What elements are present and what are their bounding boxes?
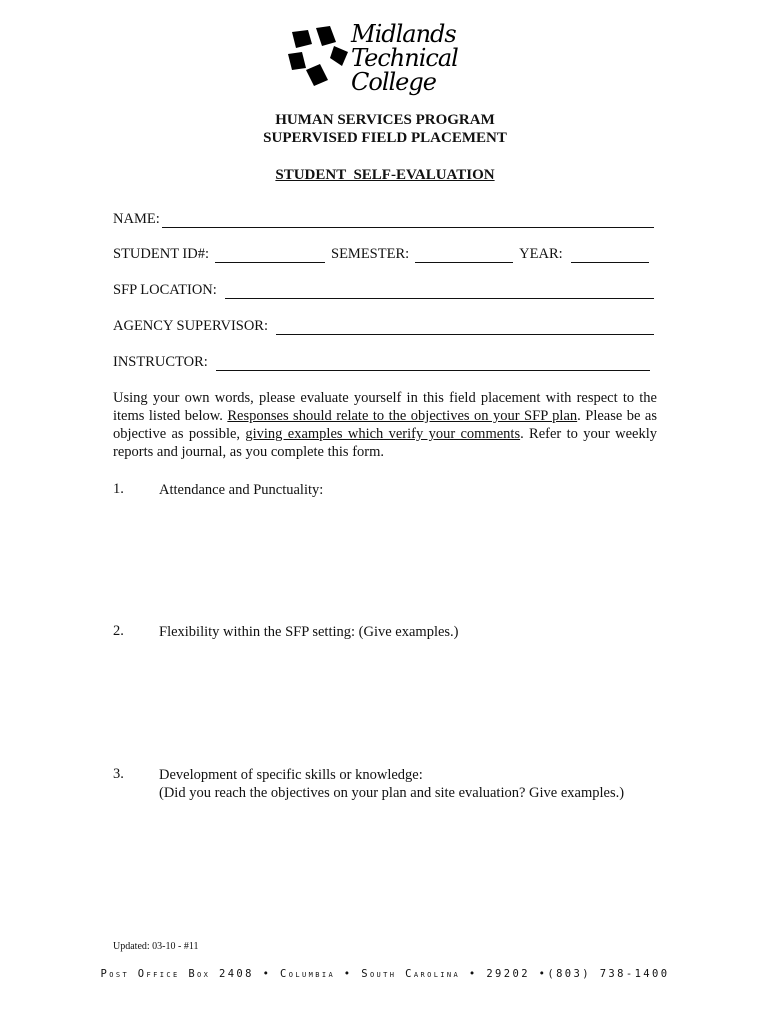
instructor-label: INSTRUCTOR: [113,354,208,370]
logo-text-midlands: Midlands [351,20,456,48]
instructions-text-1: Using your own words, please evaluate yourself in this field placement with respect to the items listed below. [113,390,657,424]
supervisor-field[interactable] [276,320,654,335]
instructions-paragraph [113,389,657,461]
logo-text-technical: Technical [351,44,458,72]
id-semester-year-row [113,246,649,263]
item-1-text: Attendance and Punctuality: [159,482,324,498]
instructor-row [113,354,650,371]
placement-heading: SUPERVISED FIELD PLACEMENT [263,130,507,146]
name-row [113,211,654,228]
item-3-text: Development of specific skills or knowledge: [159,767,423,783]
item-3-subtext: (Did you reach the objectives on your plan and site evaluation? Give examples.) [159,785,625,801]
item-2-text: Flexibility within the SFP setting: (Give examples.) [159,624,459,640]
item-3-number: 3. [113,766,124,782]
instructor-field[interactable] [216,356,650,371]
semester-label: SEMESTER: [331,246,410,262]
instructions-text-2: . Please be as objective as possible, [113,408,657,442]
address-footer: Post Office Box 2408 • Columbia • South Carolina • 29202 •(803) 738-1400 [100,968,670,980]
instructions-text-3: . Refer to your weekly reports and journal, as you complete this form. [113,426,657,460]
student-id-label: STUDENT ID#: [113,246,209,262]
year-label: YEAR: [519,246,563,262]
instructions-emphasis-2: giving examples which verify your comments [245,426,521,442]
student-id-field[interactable] [215,248,325,263]
item-1-number: 1. [113,481,124,497]
star-logo-icon [286,24,352,90]
form-title: STUDENT SELF-EVALUATION [275,167,495,183]
updated-note: Updated: 03-10 - #11 [113,941,199,952]
program-heading: HUMAN SERVICES PROGRAM [275,112,495,128]
item-2-number: 2. [113,623,124,639]
item-3-block [159,766,624,802]
location-label: SFP LOCATION: [113,282,217,298]
logo-text-college: College [351,68,436,96]
semester-field[interactable] [415,248,513,263]
location-field[interactable] [225,284,654,299]
location-row [113,282,654,299]
supervisor-label: AGENCY SUPERVISOR: [113,318,269,334]
year-field[interactable] [571,248,649,263]
instructions-emphasis-1: Responses should relate to the objectives on your SFP plan [227,408,578,424]
name-label: NAME: [113,211,160,227]
name-field[interactable] [162,213,654,228]
supervisor-row [113,318,654,335]
